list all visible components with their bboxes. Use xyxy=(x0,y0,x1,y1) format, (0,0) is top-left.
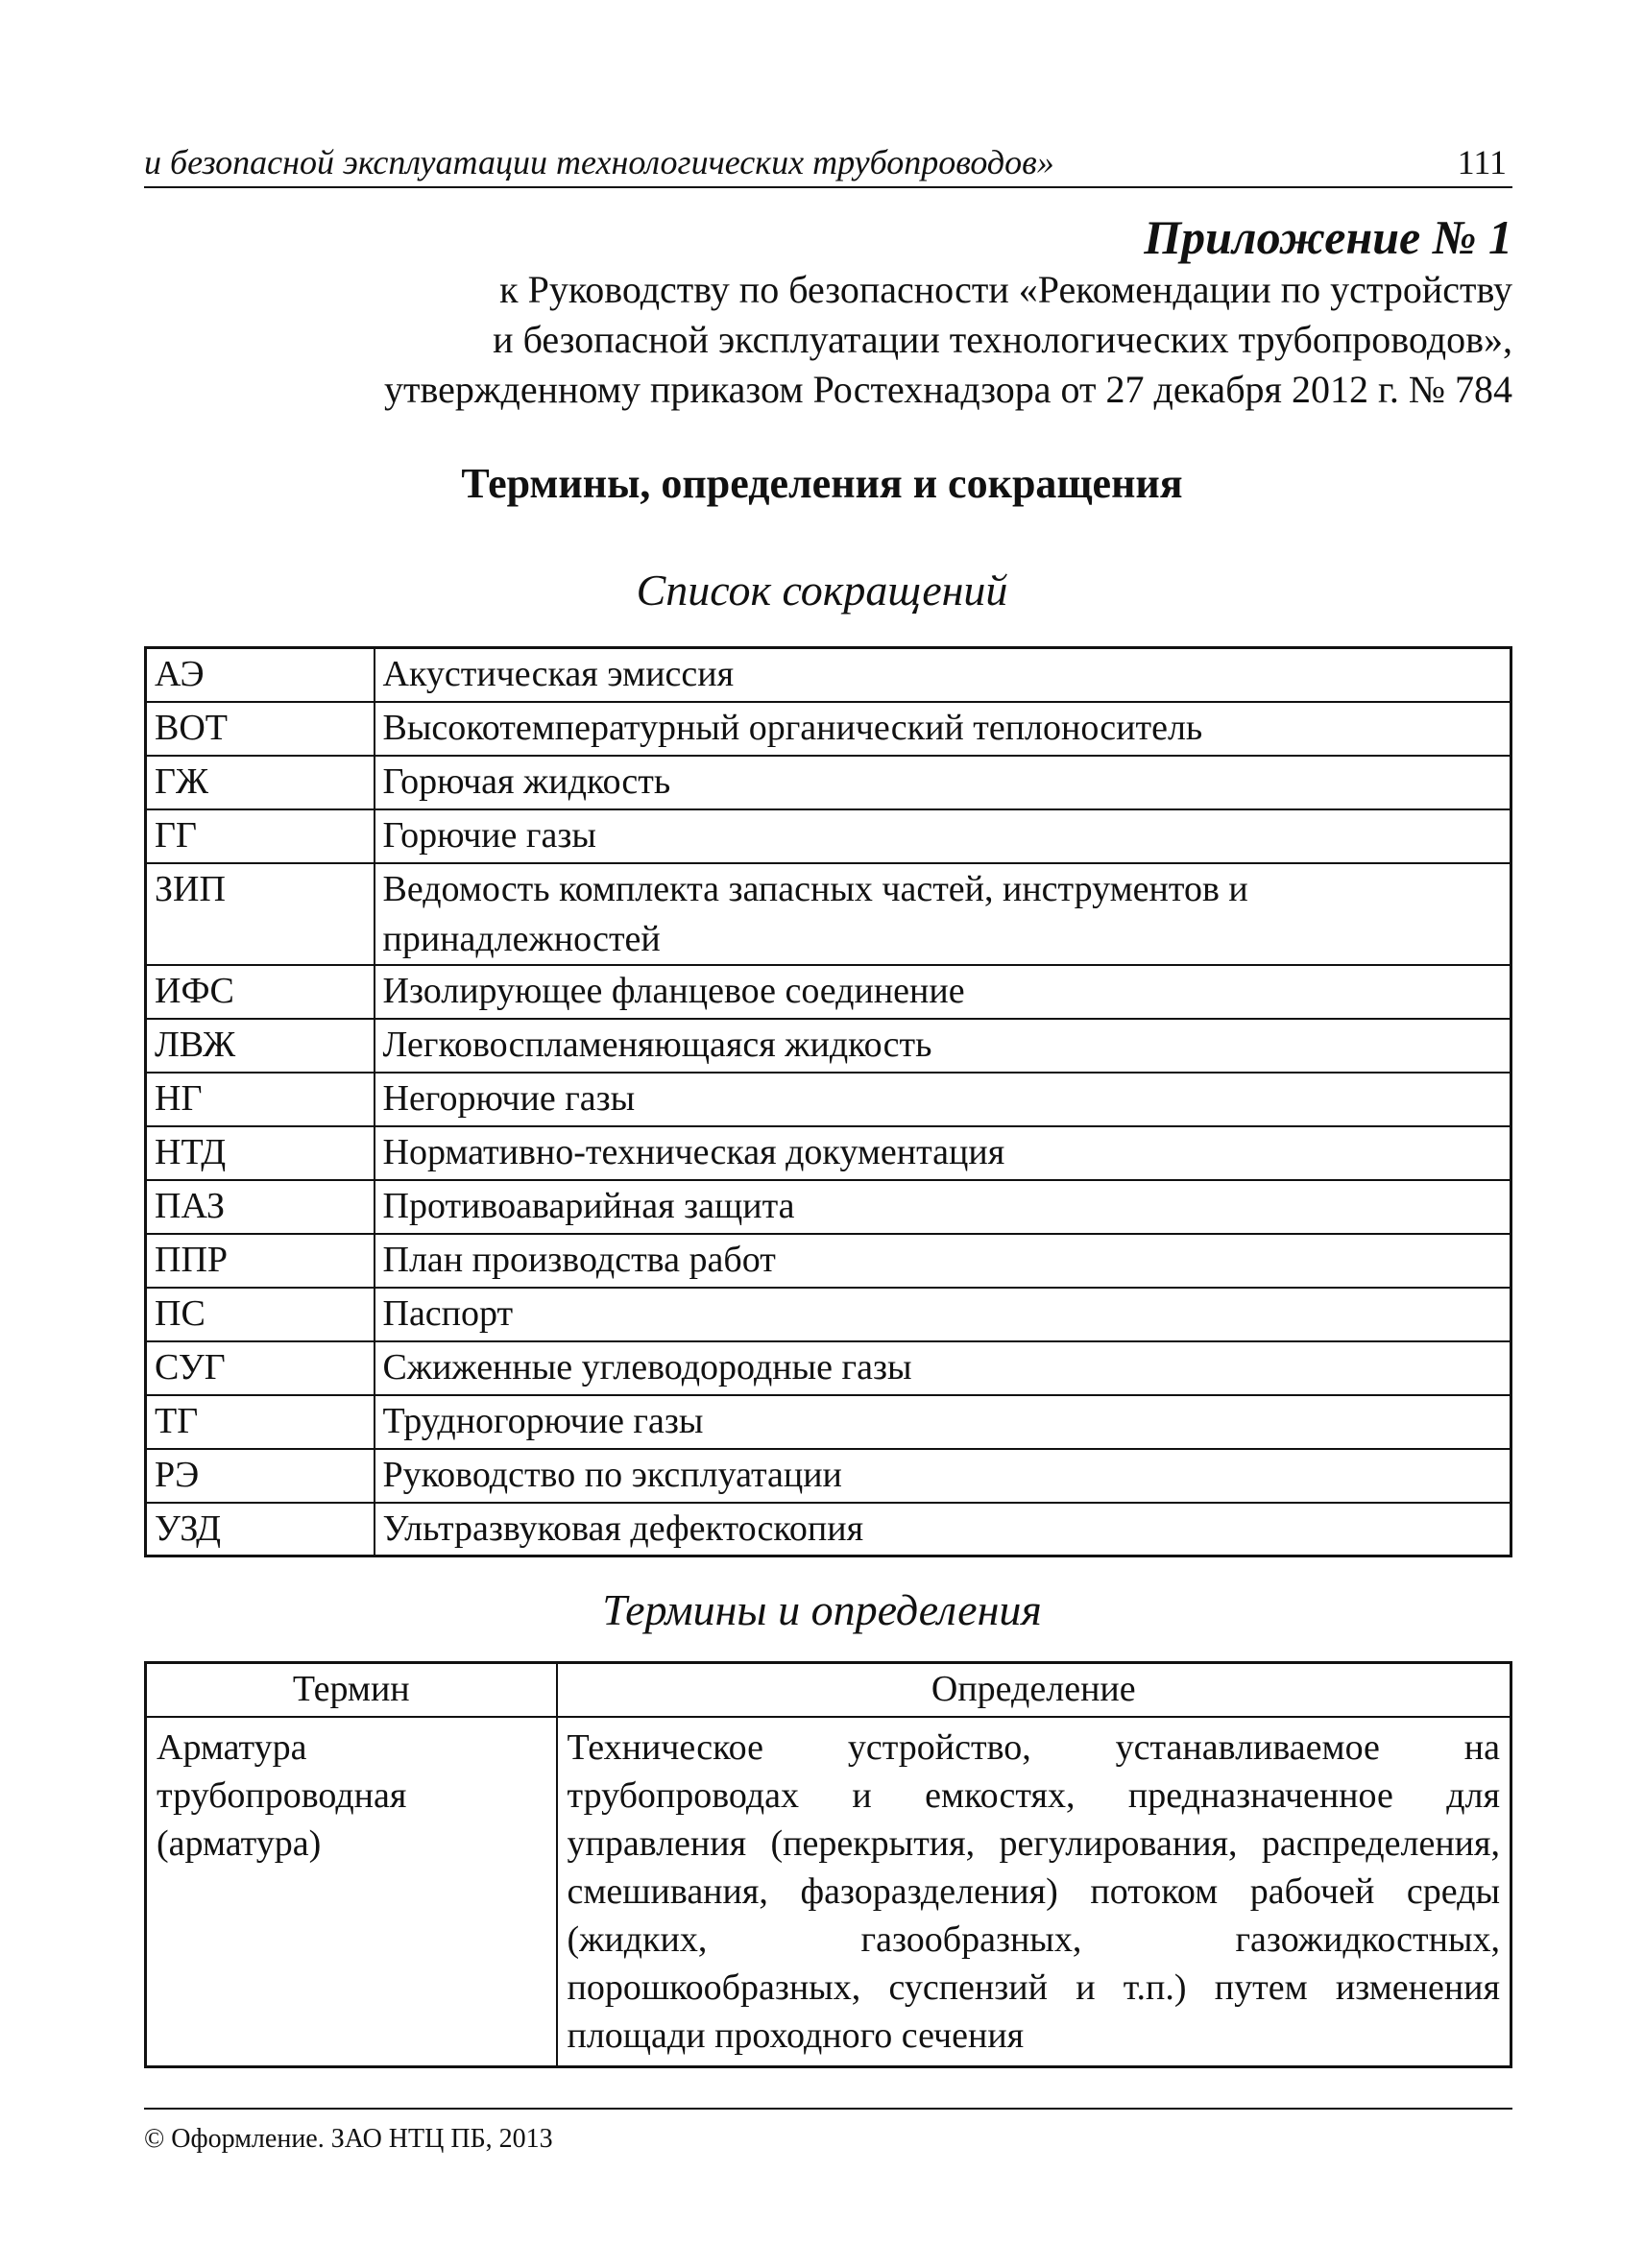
appendix-line-2: и безопасной эксплуатации технологических трубопроводов», xyxy=(493,318,1512,361)
table-row xyxy=(146,702,1511,756)
table-row xyxy=(146,648,1511,702)
table-row xyxy=(146,1180,1511,1234)
running-title: и безопасной эксплуатации технологических трубопроводов» xyxy=(144,143,1054,181)
expansion-cell: Нормативно-техническая документация xyxy=(375,1126,1511,1180)
expansion-cell: Изолирующее фланцевое соединение xyxy=(375,965,1511,1019)
expansion-cell: План производства работ xyxy=(375,1234,1511,1288)
table-header-row xyxy=(146,1663,1511,1717)
terms-table xyxy=(144,1661,1512,2068)
expansion-cell: Ультразвуковая дефектоскопия xyxy=(375,1503,1511,1556)
column-header-definition: Определение xyxy=(557,1663,1511,1717)
table-row xyxy=(146,1126,1511,1180)
page-number: 111 xyxy=(1457,143,1507,181)
abbreviation-cell: СУГ xyxy=(146,1341,375,1395)
table-row xyxy=(146,965,1511,1019)
table-row xyxy=(146,1073,1511,1126)
table-row xyxy=(146,1234,1511,1288)
expansion-cell: Противоаварийная защита xyxy=(375,1180,1511,1234)
copyright: © Оформление. ЗАО НТЦ ПБ, 2013 xyxy=(144,2124,553,2154)
expansion-cell: Высокотемпературный органический теплоноситель xyxy=(375,702,1511,756)
abbreviation-cell: ВОТ xyxy=(146,702,375,756)
table-row xyxy=(146,1288,1511,1341)
appendix-line-1: к Руководству по безопасности «Рекомендации по устройству xyxy=(499,268,1512,311)
term-cell: Арматура трубопроводная (арматура) xyxy=(146,1717,557,2067)
abbreviations-table xyxy=(144,646,1512,1557)
expansion-cell: Сжиженные углеводородные газы xyxy=(375,1341,1511,1395)
appendix-line-3: утвержденному приказом Ростехнадзора от 27 декабря 2012 г. № 784 xyxy=(384,368,1512,411)
expansion-cell: Ведомость комплекта запасных частей, инструментов и принадлежностей xyxy=(375,863,1511,965)
footer-divider xyxy=(144,2108,1512,2110)
expansion-cell: Горючая жидкость xyxy=(375,756,1511,809)
abbreviation-cell: ГЖ xyxy=(146,756,375,809)
expansion-cell: Легковоспламеняющаяся жидкость xyxy=(375,1019,1511,1073)
abbreviation-cell: РЭ xyxy=(146,1449,375,1503)
abbreviation-cell: ПС xyxy=(146,1288,375,1341)
expansion-cell: Трудногорючие газы xyxy=(375,1395,1511,1449)
abbreviation-cell: ТГ xyxy=(146,1395,375,1449)
abbreviation-cell: ЛВЖ xyxy=(146,1019,375,1073)
abbreviation-cell: ППР xyxy=(146,1234,375,1288)
expansion-cell: Паспорт xyxy=(375,1288,1511,1341)
table-row xyxy=(146,1717,1511,2067)
table-row xyxy=(146,1341,1511,1395)
table-row xyxy=(146,863,1511,965)
abbreviation-cell: ИФС xyxy=(146,965,375,1019)
table-row xyxy=(146,1503,1511,1556)
appendix-title: Приложение № 1 xyxy=(1144,210,1512,264)
section-title: Термины, определения и сокращения xyxy=(461,460,1183,507)
table-row xyxy=(146,1395,1511,1449)
expansion-cell: Негорючие газы xyxy=(375,1073,1511,1126)
abbreviations-title: Список сокращений xyxy=(636,566,1008,615)
abbreviation-cell: НТД xyxy=(146,1126,375,1180)
expansion-cell: Руководство по эксплуатации xyxy=(375,1449,1511,1503)
table-row xyxy=(146,756,1511,809)
abbreviation-cell: НГ xyxy=(146,1073,375,1126)
abbreviation-cell: ПАЗ xyxy=(146,1180,375,1234)
abbreviation-cell: ГГ xyxy=(146,809,375,863)
terms-title: Термины и определения xyxy=(602,1585,1042,1634)
definition-cell: Техническое устройство, устанавливаемое на трубопроводах и емкостях, предназначенное для управления (перекрытия, регулирования, распределения, смешивания, фазоразделения) потоком рабочей среды (жидких, газообразных, газожидкостных, порошкообразных, суспензий и т.п.) путем изменения площади проходного сечения xyxy=(557,1717,1511,2067)
page-header xyxy=(144,142,1512,188)
column-header-term: Термин xyxy=(146,1663,557,1717)
abbreviation-cell: ЗИП xyxy=(146,863,375,965)
table-row xyxy=(146,1449,1511,1503)
abbreviation-cell: АЭ xyxy=(146,648,375,702)
expansion-cell: Акустическая эмиссия xyxy=(375,648,1511,702)
abbreviation-cell: УЗД xyxy=(146,1503,375,1556)
table-row xyxy=(146,1019,1511,1073)
table-row xyxy=(146,809,1511,863)
expansion-cell: Горючие газы xyxy=(375,809,1511,863)
